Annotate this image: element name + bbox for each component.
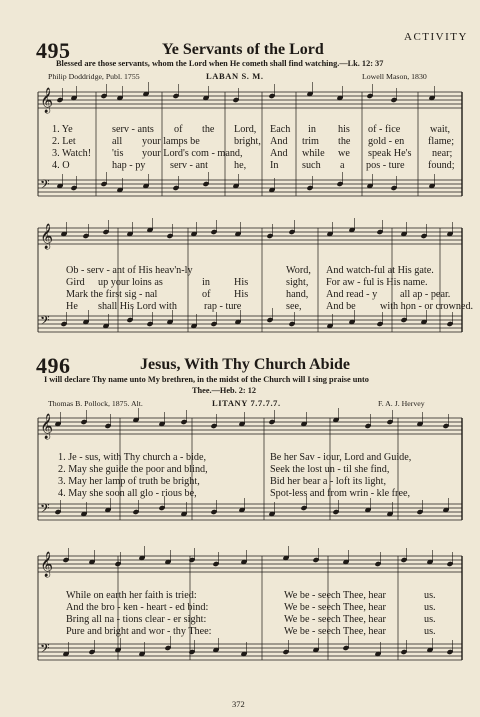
lyric-line — [0, 488, 480, 500]
lyric-line — [0, 136, 480, 148]
tune-name: LABAN S. M. — [206, 71, 264, 81]
lyric-syllable: serv - ants — [112, 124, 154, 135]
lyric-syllable: 4. May she soon all glo - rious be, — [58, 488, 197, 499]
clef-icon: 𝄢 — [40, 177, 50, 195]
lyric-syllable: in — [308, 124, 316, 135]
lyric-syllable: We be - seech Thee, hear — [284, 602, 386, 613]
lyric-syllable: his — [338, 124, 350, 135]
lyric-syllable: Ob - serv - ant of His heav'n-ly — [66, 265, 193, 276]
lyric-syllable: And be — [326, 301, 356, 312]
lyric-syllable: see, — [286, 301, 302, 312]
page-number: 372 — [232, 699, 245, 709]
lyric-syllable: while — [302, 148, 325, 159]
lyric-syllable: of - fice — [368, 124, 401, 135]
lyric-syllable: For aw - ful is His name. — [326, 277, 428, 288]
lyric-syllable: all — [112, 136, 123, 147]
lyric-syllable: us. — [424, 590, 436, 601]
lyric-syllable: we — [338, 148, 350, 159]
composer-credit: F. A. J. Hervey — [378, 399, 425, 408]
lyric-syllable: While on earth her faith is tried: — [66, 590, 197, 601]
lyric-syllable: And — [270, 136, 288, 147]
lyric-syllable: of — [174, 124, 183, 135]
lyric-line — [0, 464, 480, 476]
lyric-syllable: We be - seech Thee, hear — [284, 626, 386, 637]
lyric-syllable: Each — [270, 124, 291, 135]
lyric-syllable: us. — [424, 602, 436, 613]
lyric-line — [0, 265, 480, 277]
lyric-syllable: Spot-less and from wrin - kle free, — [270, 488, 411, 499]
lyric-syllable: he, — [234, 160, 247, 171]
lyric-syllable: Pure and bright and wor - thy Thee: — [66, 626, 212, 637]
clef-icon: 𝄞 — [40, 88, 54, 113]
lyric-line — [0, 289, 480, 301]
lyric-syllable: His — [234, 277, 249, 288]
lyric-syllable: your lamps be — [142, 136, 200, 147]
lyric-syllable: 1. Ye — [52, 124, 73, 135]
lyric-syllable: Bring all na - tions clear - er sight: — [66, 614, 207, 625]
lyric-syllable: up your loins as — [98, 277, 163, 288]
lyric-syllable: Be her Sav - iour, Lord and Guide, — [270, 452, 412, 463]
lyric-line — [0, 452, 480, 464]
lyric-line — [0, 590, 480, 602]
composer-credit: Lowell Mason, 1830 — [362, 72, 427, 81]
lyric-syllable: In — [270, 160, 279, 171]
lyric-syllable: such — [302, 160, 321, 171]
clef-icon: 𝄢 — [40, 313, 50, 331]
lyric-line — [0, 148, 480, 160]
lyric-syllable: Seek the lost un - til she find, — [270, 464, 390, 475]
lyric-syllable: 1. Je - sus, with Thy church a - bide, — [58, 452, 207, 463]
lyric-syllable: Bid her bear a - loft its light, — [270, 476, 386, 487]
lyric-syllable: shall His Lord with — [98, 301, 177, 312]
lyric-syllable: 3. May her lamp of truth be bright, — [58, 476, 200, 487]
section-heading: ACTIVITY — [404, 31, 468, 43]
lyric-syllable: Mark the first sig - nal — [66, 289, 158, 300]
lyric-syllable: flame; — [428, 136, 455, 147]
lyric-syllable: a — [340, 160, 345, 171]
lyric-syllable: And read - y — [326, 289, 378, 300]
lyric-syllable: the — [338, 136, 351, 147]
lyric-syllable: bright, — [234, 136, 261, 147]
lyric-syllable: 2. Let — [52, 136, 76, 147]
clef-icon: 𝄞 — [40, 552, 54, 577]
hymn-number: 495 — [36, 38, 71, 63]
lyric-line — [0, 476, 480, 488]
clef-icon: 𝄞 — [40, 224, 54, 249]
author-credit: Philip Doddridge, Publ. 1755 — [48, 72, 140, 81]
lyric-syllable: us. — [424, 614, 436, 625]
lyric-syllable: rap - ture — [204, 301, 242, 312]
lyric-line — [0, 160, 480, 172]
hymn-title: Jesus, With Thy Church Abide — [140, 356, 351, 373]
clef-icon: 𝄞 — [40, 414, 54, 439]
lyric-syllable: We be - seech Thee, hear — [284, 614, 386, 625]
clef-icon: 𝄢 — [40, 501, 50, 519]
lyric-line — [0, 301, 480, 313]
lyric-syllable: He — [66, 301, 78, 312]
scripture-reference: I will declare Thy name unto My brethren, in the midst of the Church will I sing praise unto — [44, 375, 369, 384]
lyric-syllable: And — [270, 148, 288, 159]
lyric-syllable: We be - seech Thee, hear — [284, 590, 386, 601]
lyric-line — [0, 614, 480, 626]
hymn-number: 496 — [36, 353, 71, 378]
lyric-syllable: sight, — [286, 277, 309, 288]
lyric-syllable: all ap - pear. — [400, 289, 451, 300]
lyric-syllable: gold - en — [368, 136, 405, 147]
lyric-line — [0, 277, 480, 289]
lyric-syllable: Lord, — [234, 124, 257, 135]
lyric-syllable: 2. May she guide the poor and blind, — [58, 464, 208, 475]
lyric-syllable: Word, — [286, 265, 311, 276]
author-credit: Thomas B. Pollock, 1875. Alt. — [48, 399, 143, 408]
tune-name: LITANY 7.7.7.7. — [212, 398, 281, 408]
lyric-syllable: And the bro - ken - heart - ed bind: — [66, 602, 209, 613]
lyric-syllable: wait, — [430, 124, 451, 135]
scripture-reference: Blessed are those servants, whom the Lord when He cometh shall find watching.—Lk. 12: 37 — [56, 59, 384, 68]
lyric-syllable: near; — [432, 148, 453, 159]
lyric-syllable: 'tis — [112, 148, 124, 159]
lyric-syllable: hand, — [286, 289, 309, 300]
clef-icon: 𝄢 — [40, 641, 50, 659]
lyric-syllable: Gird — [66, 277, 85, 288]
lyric-syllable: 4. O — [52, 160, 70, 171]
lyric-syllable: speak He's — [368, 148, 412, 159]
lyric-syllable: with hon - or crowned. — [380, 301, 474, 312]
lyric-syllable: in — [202, 277, 210, 288]
scripture-reference: Thee.—Heb. 2: 12 — [192, 386, 257, 395]
lyric-syllable: 3. Watch! — [52, 148, 92, 159]
lyric-syllable: serv - ant — [170, 160, 208, 171]
lyric-syllable: hap - py — [112, 160, 146, 171]
lyric-syllable: us. — [424, 626, 436, 637]
hymn-title: Ye Servants of the Lord — [162, 41, 324, 58]
lyric-syllable: His — [234, 289, 249, 300]
lyric-syllable: pos - ture — [366, 160, 405, 171]
lyric-syllable: the — [202, 124, 215, 135]
lyric-line — [0, 602, 480, 614]
lyric-syllable: found; — [428, 160, 455, 171]
lyric-line — [0, 124, 480, 136]
lyric-syllable: And watch-ful at His gate. — [326, 265, 434, 276]
lyric-line — [0, 626, 480, 638]
lyric-syllable: of — [202, 289, 211, 300]
lyric-syllable: trim — [302, 136, 319, 147]
lyric-syllable: your Lord's com - mand, — [142, 148, 243, 159]
